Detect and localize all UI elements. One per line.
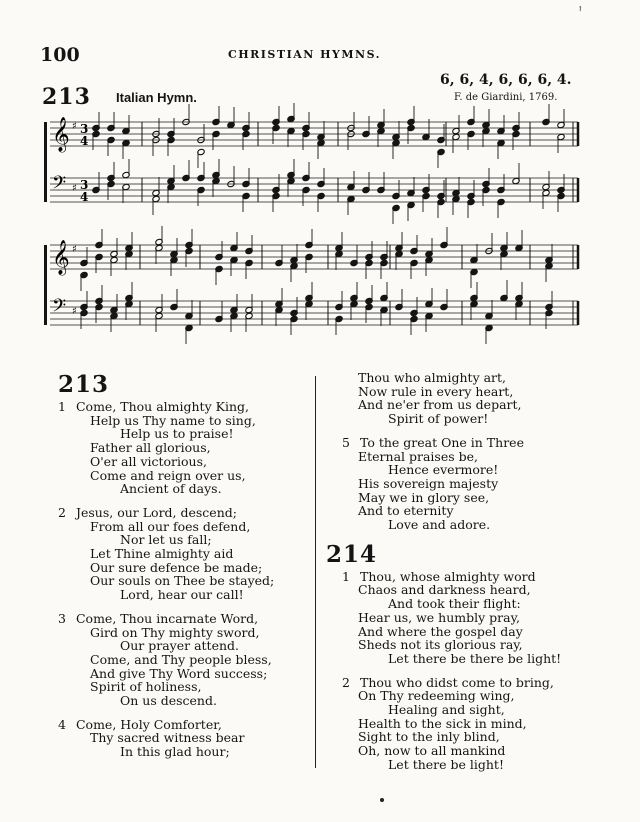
text-column-right	[326, 370, 562, 782]
time-signature-top: 3	[80, 122, 89, 136]
tune-number: 213	[42, 84, 91, 110]
verse-line: Health to the sick in mind,	[358, 715, 527, 731]
bass-clef: 𝄢	[52, 296, 67, 321]
verse-line: His sovereign majesty	[358, 475, 499, 491]
verse-line: In this glad hour;	[120, 744, 230, 760]
treble-clef: 𝄞	[52, 117, 70, 152]
verse-4-end	[342, 371, 561, 426]
tune-name: Italian Hymn.	[116, 90, 197, 105]
page-number: 100	[40, 44, 80, 66]
verse-line: Help us Thy name to sing,	[90, 412, 256, 428]
verse-line: Come, and Thy people bless,	[90, 651, 272, 667]
verse-line: 1 Come, Thou almighty King,	[58, 399, 249, 414]
verse-line: Oh, now to all mankind	[358, 743, 506, 759]
verse-line: Healing and sight,	[388, 702, 505, 718]
time-signature-bottom: 4	[80, 134, 89, 148]
verse-line: Our prayer attend.	[120, 638, 240, 654]
treble-clef: 𝄞	[52, 240, 70, 275]
verse-1	[58, 400, 274, 496]
verse-line: And ne'er from us depart,	[358, 397, 522, 413]
bass-clef: 𝄢	[52, 173, 67, 198]
verse-line: Come and reign over us,	[90, 467, 246, 483]
verse-line: And where the gospel day	[358, 623, 523, 639]
verse-2	[58, 506, 274, 602]
verse-214-2	[342, 676, 561, 772]
verse-line: Chaos and darkness heard,	[358, 582, 531, 598]
verse-line: And took their flight:	[388, 596, 521, 612]
verse-line: Thou who almighty art,	[358, 370, 507, 385]
hymn-number-214: 214	[326, 540, 378, 568]
verse-line: Sheds not its glorious ray,	[358, 637, 523, 653]
verse-line: 2 Jesus, our Lord, descend;	[58, 504, 237, 520]
verse-line: Gird on Thy mighty sword,	[90, 624, 260, 640]
verse-line: Thy sacred witness bear	[90, 730, 245, 746]
hymn-number-213: 213	[58, 371, 110, 398]
verse-214-1	[342, 570, 561, 666]
verse-line: Our sure defence be made;	[90, 559, 263, 575]
verse-line: Hear us, we humbly pray,	[358, 609, 520, 625]
verse-line: Help us to praise!	[120, 426, 234, 442]
meter: 6, 6, 4, 6, 6, 6, 4.	[440, 72, 572, 88]
verse-line: Father all glorious,	[90, 440, 211, 456]
verse-line: Lord, hear our call!	[120, 587, 244, 603]
verse-line: And to eternity	[358, 503, 454, 519]
verse-line: 4 Come, Holy Comforter,	[58, 716, 222, 732]
verse-line: Spirit of power!	[388, 411, 489, 427]
system-bracket	[44, 245, 47, 325]
verse-line: 1 Thou, whose almighty word	[342, 568, 536, 584]
verse-line: Hence evermore!	[388, 462, 499, 478]
verse-line: Our souls on Thee be stayed;	[90, 573, 275, 589]
verse-line: Now rule in every heart,	[358, 383, 514, 399]
verse-line: Spirit of holiness,	[90, 679, 202, 695]
verse-line: On Thy redeeming wing,	[358, 688, 515, 704]
verse-line: On us descend.	[120, 693, 217, 709]
time-signature-top: 3	[80, 178, 89, 192]
ink-dot	[380, 798, 384, 802]
verse-line: Nor let us fall;	[120, 532, 212, 548]
time-signature-bottom: 4	[80, 190, 89, 204]
text-column-left	[58, 372, 274, 769]
verse-line: 3 Come, Thou incarnate Word,	[58, 610, 259, 626]
verse-line: 2 Thou who didst come to bring,	[342, 674, 554, 690]
column-divider	[315, 376, 316, 768]
verse-line: Eternal praises be,	[358, 448, 478, 464]
verse-line: And give Thy Word success;	[90, 665, 268, 681]
key-signature: ♯	[72, 244, 77, 255]
verse-line: Let Thine almighty aid	[90, 546, 234, 562]
system-bracket	[44, 122, 47, 202]
verse-line: From all our foes defend,	[90, 518, 251, 534]
verse-line: May we in glory see,	[358, 489, 490, 505]
running-head: CHRISTIAN HYMNS.	[228, 48, 381, 61]
verse-line: O'er all victorious,	[90, 453, 207, 469]
verse-line: 5 To the great One in Three	[342, 434, 524, 450]
verse-line: Love and adore.	[388, 517, 491, 533]
verse-line: Let there be light!	[388, 756, 504, 772]
verse-line: Let there be there be light!	[388, 650, 562, 666]
key-signature: ♯	[72, 183, 77, 194]
verse-5	[342, 436, 561, 532]
verse-4-start	[58, 718, 274, 759]
key-signature: ♯	[72, 121, 77, 132]
verse-line: Ancient of days.	[120, 481, 222, 497]
corner-mark: ꜛ	[578, 4, 583, 18]
verse-line: Sight to the inly blind,	[358, 729, 500, 745]
verse-3	[58, 612, 274, 708]
composer: F. de Giardini, 1769.	[454, 92, 558, 103]
key-signature: ♯	[72, 306, 77, 317]
